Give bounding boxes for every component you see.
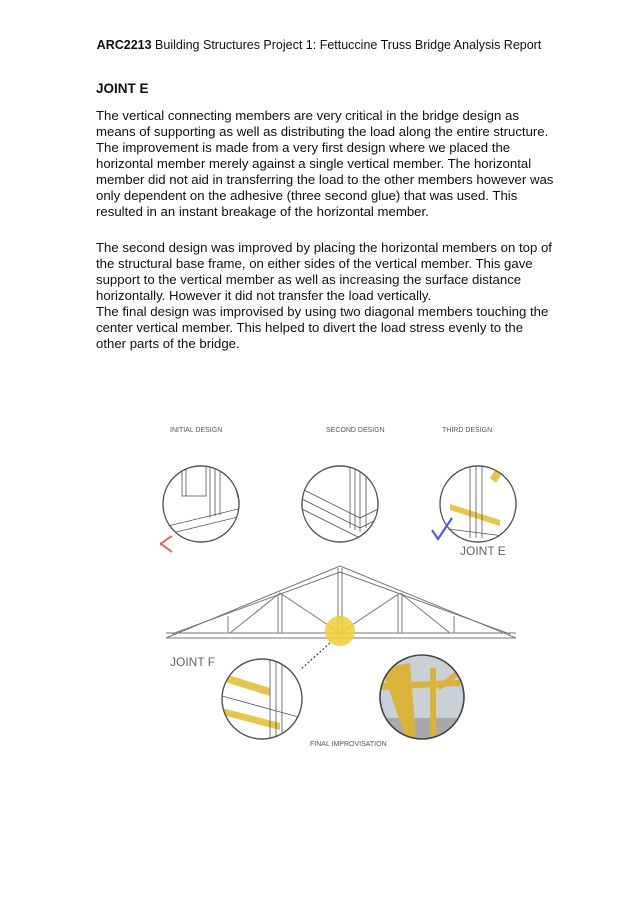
- initial-design-detail: [160, 448, 242, 542]
- joint-e-diagram: [160, 418, 520, 758]
- paragraph-3-text: The final design was improvised by using two diagonal members touching the center vertical member. This helped to divert the load stress evenly to the other parts of the bridge.: [96, 304, 549, 351]
- final-improvisation-photo: [378, 653, 468, 743]
- section-title: JOINT E: [96, 81, 149, 96]
- label-second-design: SECOND DESIGN: [326, 427, 385, 434]
- joint-f-detail: [222, 658, 302, 739]
- leader-line: [300, 643, 330, 670]
- paragraph-2: [96, 240, 556, 352]
- course-code: ARC2213: [96, 38, 152, 52]
- page-header: [0, 38, 638, 52]
- third-design-detail: [440, 454, 520, 542]
- paragraph-2-text: The second design was improved by placing the horizontal members on top of the structural base frame, on either sides of the vertical member. This gave support to the vertical member as well as increasing the surface distance horizontally. However it did not transfer the load vertically.: [96, 240, 552, 303]
- joint-e-highlight: [325, 616, 355, 646]
- label-final-improvisation: FINAL IMPROVISATION: [310, 741, 387, 748]
- label-third-design: THIRD DESIGN: [442, 427, 493, 434]
- label-initial-design: INITIAL DESIGN: [170, 427, 223, 434]
- cross-mark-icon: [160, 536, 172, 552]
- label-joint-f: JOINT F: [170, 655, 216, 669]
- paragraph-1: The vertical connecting members are very critical in the bridge design as means of supporting as well as distributing the load along the entire structure. The improvement is made from a very first design where we placed the horizontal member merely against a single vertical member. The horizontal member did not aid in transferring the load to the other members however was only dependent on the adhesive (three second glue) that was used. This resulted in an instant breakage of the horizontal member.: [96, 108, 554, 219]
- report-title: Building Structures Project 1: Fettuccine Truss Bridge Analysis Report: [151, 38, 542, 52]
- label-joint-e: JOINT E: [460, 544, 506, 558]
- second-design-detail: [300, 458, 380, 542]
